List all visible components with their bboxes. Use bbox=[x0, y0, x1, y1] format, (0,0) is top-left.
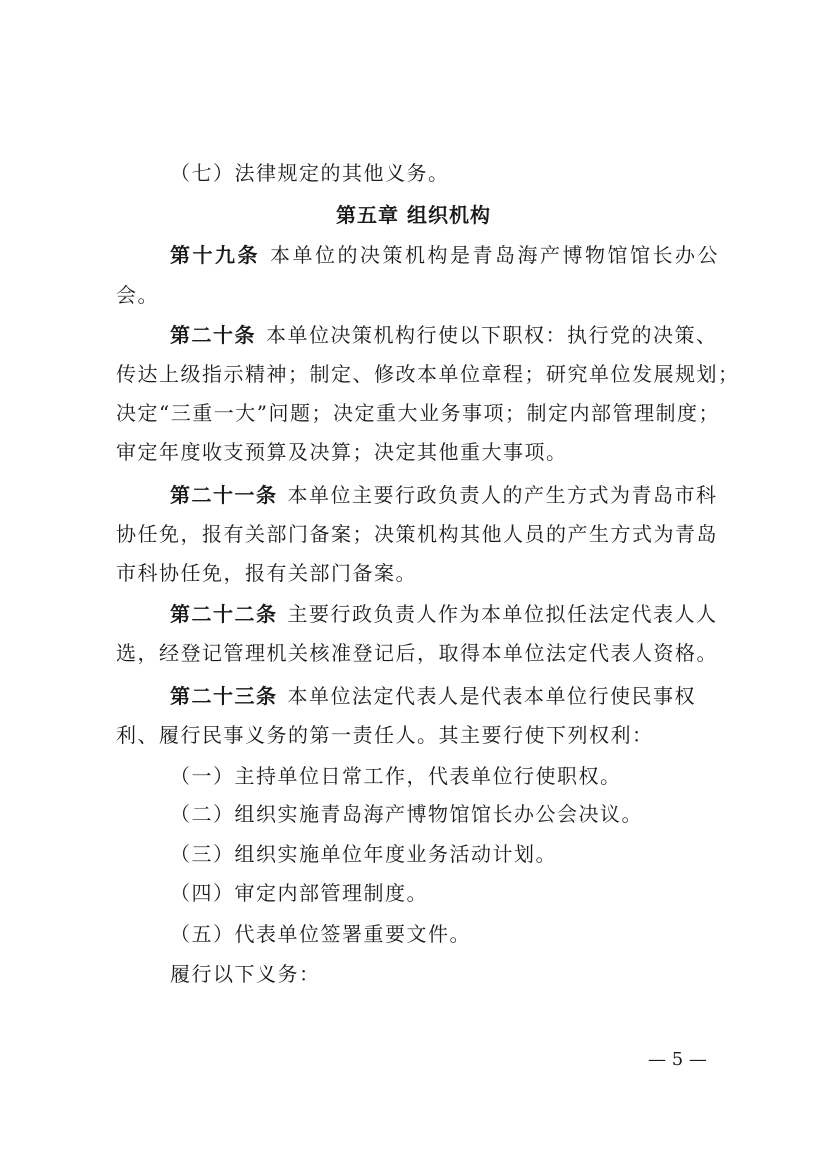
article-19-text: 本单位的决策机构是青岛海产博物馆馆长办公 bbox=[270, 243, 720, 267]
article-23-line-2: 利、履行民事义务的第一责任人。其主要行使下列权利： bbox=[116, 723, 654, 747]
article-20-text: 本单位决策机构行使以下职权：执行党的决策、 bbox=[266, 323, 718, 347]
article-19-title: 第十九条 bbox=[170, 243, 260, 267]
item-seven-text: （七）法律规定的其他义务。 bbox=[170, 161, 450, 185]
article-20-line-4: 审定年度收支预算及决算；决定其他重大事项。 bbox=[116, 440, 568, 464]
article-22-title: 第二十二条 bbox=[170, 602, 278, 626]
article-20-line-2: 传达上级指示精神；制定、修改本单位章程；研究单位发展规划； bbox=[116, 362, 740, 386]
article-21-text: 本单位主要行政负责人的产生方式为青岛市科 bbox=[287, 483, 718, 507]
article-21-line-3: 市科协任免，报有关部门备案。 bbox=[116, 561, 417, 585]
list-item: （四）审定内部管理制度。 bbox=[170, 881, 428, 905]
list-item: （三）组织实施单位年度业务活动计划。 bbox=[170, 842, 557, 866]
article-19-line-2: 会。 bbox=[116, 283, 159, 307]
article-23-text: 本单位法定代表人是代表本单位行使民事权 bbox=[287, 684, 696, 708]
article-19-line-1 bbox=[170, 242, 770, 268]
article-23-line-1 bbox=[170, 683, 770, 709]
article-21-title: 第二十一条 bbox=[170, 483, 278, 507]
article-22-line-2: 选，经登记管理机关核准登记后，取得本单位法定代表人资格。 bbox=[116, 641, 718, 665]
article-20-title: 第二十条 bbox=[170, 323, 256, 347]
article-21-line-2: 协任免，报有关部门备案；决策机构其他人员的产生方式为青岛 bbox=[116, 522, 718, 546]
article-23-title: 第二十三条 bbox=[170, 684, 278, 708]
article-20-line-1 bbox=[170, 322, 770, 348]
article-22-line-1 bbox=[170, 601, 770, 627]
chapter-heading: 第五章 组织机构 bbox=[336, 203, 491, 227]
page-number: — 5 — bbox=[648, 1049, 707, 1070]
paragraph-line bbox=[170, 160, 770, 186]
article-22-text: 主要行政负责人作为本单位拟任法定代表人人 bbox=[287, 602, 718, 626]
list-item: （五）代表单位签署重要文件。 bbox=[170, 922, 471, 946]
article-21-line-1 bbox=[170, 482, 770, 508]
list-item: （二）组织实施青岛海产博物馆馆长办公会决议。 bbox=[170, 802, 643, 826]
duties-line: 履行以下义务： bbox=[170, 962, 321, 986]
article-20-line-3: 决定“三重一大”问题；决定重大业务事项；制定内部管理制度； bbox=[116, 401, 720, 425]
list-item: （一）主持单位日常工作，代表单位行使职权。 bbox=[170, 764, 622, 788]
